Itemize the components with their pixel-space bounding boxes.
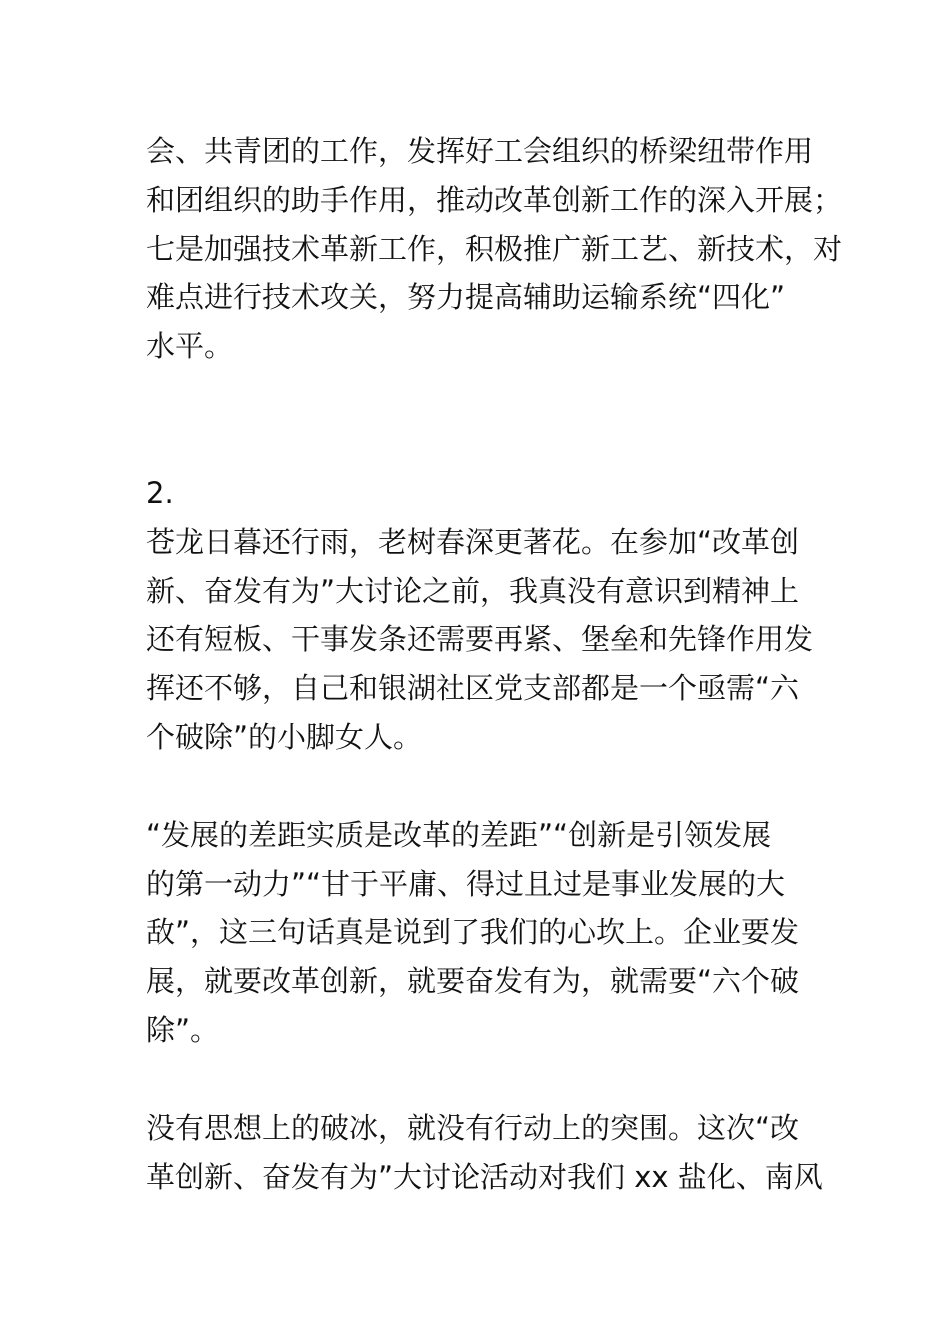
paragraph-2-line: 苍龙日暮还行雨，老树春深更著花。在参加“改革创 [146,524,800,559]
paragraph-1 [146,127,843,371]
paragraph-4 [146,1104,826,1202]
paragraph-1-line: 水平。 [146,329,234,364]
paragraph-3-line: 敌”，这三句话真是说到了我们的心坎上。企业要发 [146,915,800,950]
spacer [146,1055,826,1104]
paragraph-2-line: 挥还不够，自己和银湖社区党支部都是一个亟需“六 [146,671,800,706]
paragraph-2-line: 个破除”的小脚女人。 [146,719,423,754]
paragraph-3-line: 除”。 [146,1012,220,1047]
paragraph-4-line: 没有思想上的破冰，就没有行动上的突围。这次“改 [146,1110,800,1145]
section-number: 2. [146,475,174,510]
paragraph-1-line: 七是加强技术革新工作，积极推广新工艺、新技术，对 [146,231,843,266]
spacer [146,762,826,811]
paragraph-2-line: 还有短板、干事发条还需要再紧、堡垒和先锋作用发 [146,622,814,657]
paragraph-3-line: 的第一动力”“甘于平庸、得过且过是事业发展的大 [146,866,786,901]
paragraph-3-line: “发展的差距实质是改革的差距”“创新是引领发展 [146,817,772,852]
paragraph-1-line: 和团组织的助手作用，推动改革创新工作的深入开展； [146,182,843,217]
document-body [146,127,843,1201]
paragraph-3 [146,811,826,1055]
paragraph-1-line: 会、共青团的工作，发挥好工会组织的桥梁纽带作用 [146,134,814,168]
paragraph-1-line: 难点进行技术攻关，努力提高辅助运输系统“四化” [146,280,786,315]
paragraph-4-line: 革创新、奋发有为”大讨论活动对我们 xx 盐化、南风 [146,1159,823,1194]
paragraph-2-line: 新、奋发有为”大讨论之前，我真没有意识到精神上 [146,573,800,608]
spacer [146,371,826,469]
paragraph-3-line: 展，就要改革创新，就要奋发有为，就需要“六个破 [146,964,800,999]
paragraph-2 [146,518,826,762]
